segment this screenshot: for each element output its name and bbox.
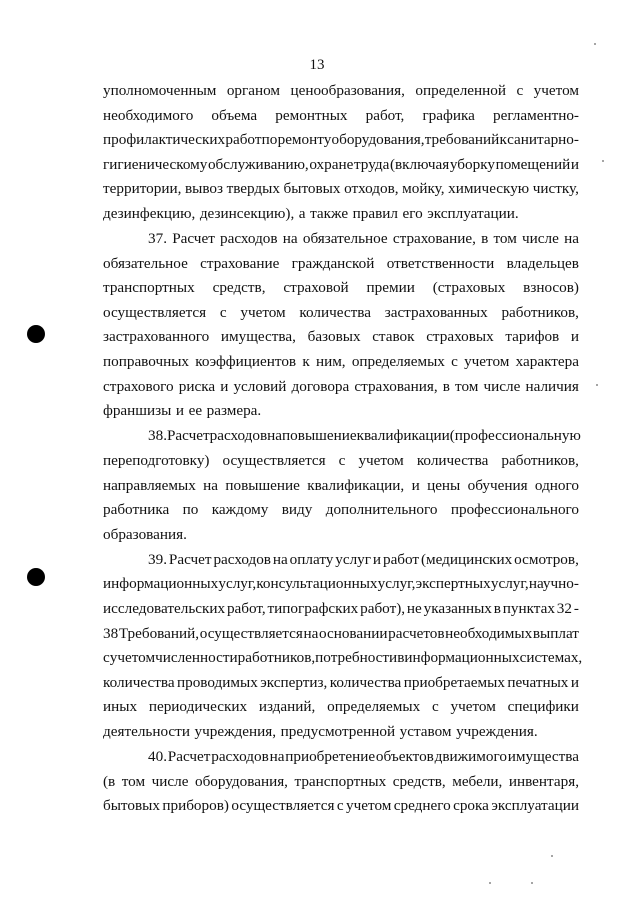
text-line: (в том числе оборудования, транспортных средств, мебели, инвентаря, bbox=[103, 772, 579, 790]
text-line: образования. bbox=[103, 525, 187, 543]
text-line: профилактических работ по ремонту оборудования, требований к санитарно- bbox=[103, 131, 579, 149]
text-line: застрахованного имущества, базовых ставок страховых тарифов и bbox=[103, 328, 579, 346]
scan-speck bbox=[489, 882, 491, 884]
text-line: 38. Расчет расходов на повышение квалификации (профессиональную bbox=[148, 427, 581, 445]
text-line: переподготовку) осуществляется с учетом количества работников, bbox=[103, 451, 579, 469]
text-line: франшизы и ее размера. bbox=[103, 402, 262, 420]
text-line: 38 Требований, осуществляется на основании расчетов необходимых выплат bbox=[103, 624, 579, 642]
text-line: с учетом численности работников, потребности в информационных системах, bbox=[103, 649, 583, 667]
scan-speck bbox=[596, 384, 598, 386]
text-line: работника по каждому виду дополнительного профессионального bbox=[103, 501, 579, 519]
text-line: уполномоченным органом ценообразования, определенной с учетом bbox=[103, 82, 579, 99]
text-line: иных периодических изданий, определяемых с учетом специфики bbox=[103, 698, 579, 716]
document-body bbox=[103, 79, 583, 819]
text-line: информационных услуг, консультационных услуг, экспертных услуг, научно- bbox=[103, 575, 579, 593]
text-line: 37. Расчет расходов на обязательное страхование, в том числе на bbox=[148, 230, 579, 248]
text-line: деятельности учреждения, предусмотренной уставом учреждения. bbox=[103, 722, 538, 740]
text-line: необходимого объема ремонтных работ, графика регламентно- bbox=[103, 106, 579, 124]
text-line: направляемых на повышение квалификации, и цены обучения одного bbox=[103, 476, 579, 494]
page-number: 13 bbox=[309, 57, 325, 73]
text-line: поправочных коэффициентов к ним, определяемых с учетом характера bbox=[103, 353, 579, 371]
scan-speck bbox=[602, 160, 604, 162]
text-line: бытовых приборов) осуществляется с учетом среднего срока эксплуатации bbox=[103, 797, 579, 815]
scan-speck bbox=[551, 855, 553, 857]
text-line: осуществляется с учетом количества застрахованных работников, bbox=[103, 303, 579, 321]
text-line: транспортных средств, страховой премии (страховых взносов) bbox=[103, 279, 579, 297]
text-line: обязательное страхование гражданской ответственности владельцев bbox=[103, 254, 579, 272]
scan-speck bbox=[531, 882, 533, 884]
text-line: 40. Расчет расходов на приобретение объектов движимого имущества bbox=[148, 748, 579, 766]
text-line: страхового риска и условий договора страхования, в том числе наличия bbox=[103, 377, 579, 395]
text-line: дезинфекцию, дезинсекцию), а также правил его эксплуатации. bbox=[103, 204, 519, 222]
text-line: территории, вывоз твердых бытовых отходов, мойку, химическую чистку, bbox=[103, 180, 579, 198]
text-line: исследовательских работ, типографских работ), не указанных в пунктах 32 - bbox=[103, 599, 579, 617]
text-line: гигиеническому обслуживанию, охране труда (включая уборку помещений и bbox=[103, 155, 579, 173]
punch-hole bbox=[27, 568, 45, 586]
text-line: 39. Расчет расходов на оплату услуг и работ (медицинских осмотров, bbox=[148, 550, 579, 568]
text-line: количества проводимых экспертиз, количества приобретаемых печатных и bbox=[103, 673, 579, 691]
scan-speck bbox=[594, 43, 596, 45]
punch-hole bbox=[27, 325, 45, 343]
